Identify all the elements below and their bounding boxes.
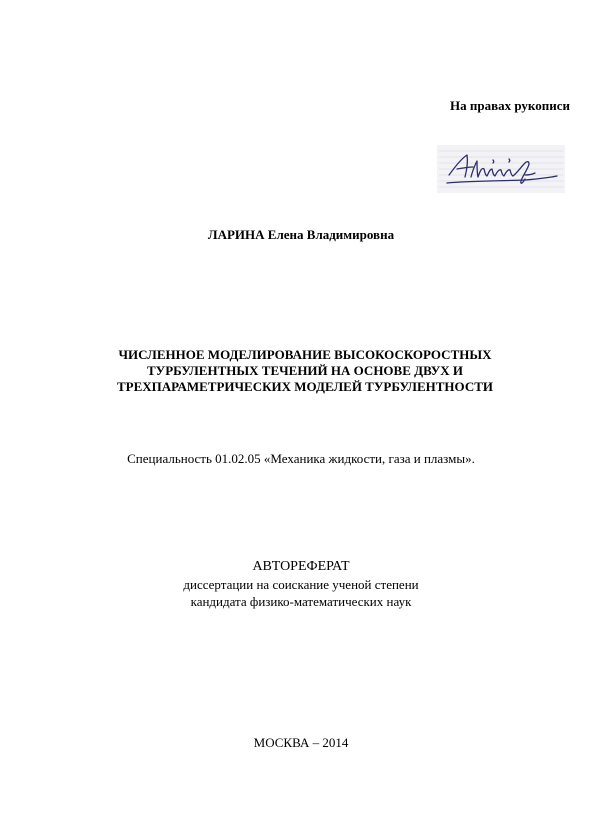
specialty-line: Специальность 01.02.05 «Механика жидкости, газа и плазмы».: [127, 451, 475, 466]
signature-icon: [437, 145, 565, 193]
thesis-title-line: ТУРБУЛЕНТНЫХ ТЕЧЕНИЙ НА ОСНОВЕ ДВУХ И: [147, 363, 463, 378]
author-surname: ЛАРИНА: [207, 227, 265, 242]
thesis-title: [80, 347, 530, 395]
abstract-block: [0, 558, 602, 610]
abstract-line: диссертации на соискание ученой степени: [183, 577, 419, 592]
abstract-line: кандидата физико-математических наук: [190, 594, 412, 609]
place-and-year: МОСКВА – 2014: [253, 735, 349, 750]
author-name: [0, 227, 602, 243]
author-given-names: Елена Владимировна: [267, 227, 395, 242]
thesis-title-line: ЧИСЛЕННОЕ МОДЕЛИРОВАНИЕ ВЫСОКОСКОРОСТНЫХ: [118, 347, 492, 362]
rights-notice: На правах рукописи: [450, 98, 570, 113]
abstract-heading: АВТОРЕФЕРАТ: [252, 559, 350, 574]
thesis-title-line: ТРЕХПАРАМЕТРИЧЕСКИХ МОДЕЛЕЙ ТУРБУЛЕНТНОСТИ: [117, 379, 493, 394]
